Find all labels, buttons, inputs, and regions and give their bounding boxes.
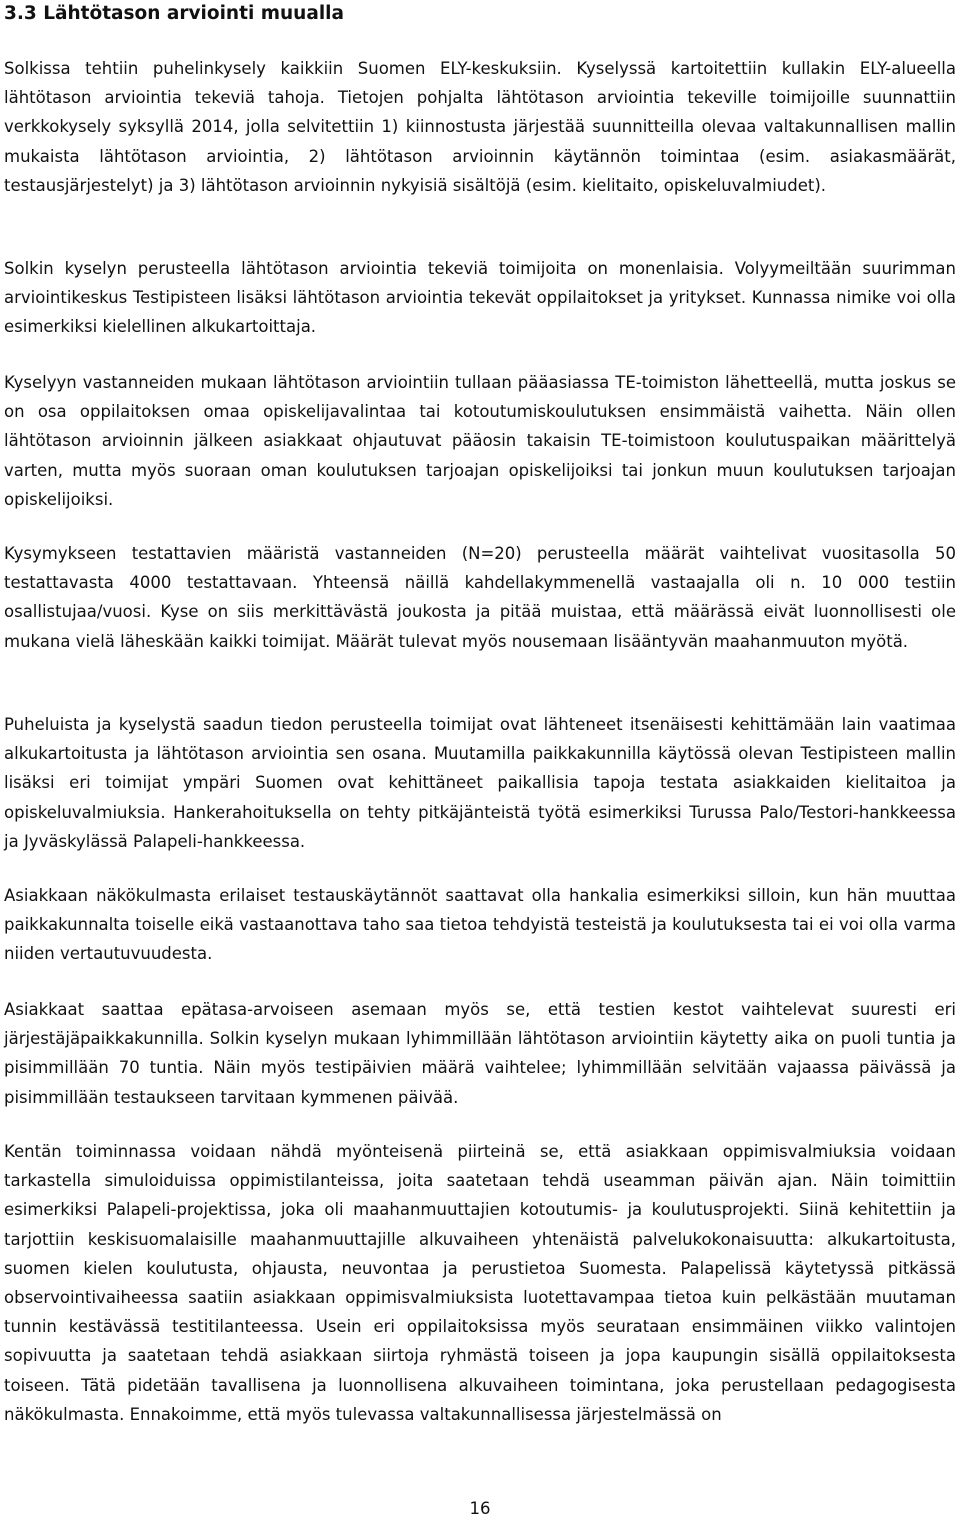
- section-heading: 3.3 Lähtötason arviointi muualla: [4, 3, 344, 24]
- paragraph-test-counts: Kysymykseen testattavien määristä vastanneiden (N=20) perusteella määrät vaihtelivat vuositasolla 50 testattavasta 4000 testattavaan. Yhteensä näillä kahdellakymmenellä vastaajalla oli n. 10 000 testiin osallistujaa/vuosi. Kyse on siis merkittävästä joukosta ja pitää muistaa, että määrässä eivät luonnollisesti ole mukana vielä läheskään kaikki toimijat. Määrät tulevat myös nousemaan lisääntyvän maahanmuuton myötä.: [4, 544, 956, 651]
- page-number: 16: [469, 1499, 491, 1518]
- paragraph-positive-features: Kentän toiminnassa voidaan nähdä myönteisenä piirteinä se, että asiakkaan oppimisvalmiuksia voidaan tarkastella simuloiduissa oppimistilanteissa, joita saatetaan tehdä useamman päivän ajan. Näin toimittiin esimerkiksi Palapeli-projektissa, joka oli maahanmuuttajien kotoutumis- ja koulutusprojekti. Siinä kehitettiin ja tarjottiin keskisuomalaisille maahanmuuttajille alkuvaiheen yhtenäistä palvelukokonaisuutta: alkukartoitusta, suomen kielen koulutusta, ohjausta, neuvontaa ja perustietoa Suomesta. Palapelissä käytetyssä pitkässä observointivaiheessa saatiin asiakkaan oppimisvalmiuksista luotettavampaa tietoa kuin pelkästään muutaman tunnin kestävässä testitilanteessa. Usein eri oppilaitoksissa myös seurataan ensimmäinen viikko valintojen sopivuutta ja saatetaan tehdä asiakkaan siirtoja ryhmästä toiseen ja jopa kaupungin sisällä oppilaitoksesta toiseen. Tätä pidetään tavallisena ja luonnollisena alkuvaiheen toimintana, joka perustellaan pedagogisesta näkökulmasta. Ennakoimme, että myös tulevassa valtakunnallisessa järjestelmässä on: [4, 1142, 956, 1424]
- paragraph-local-practices: Puheluista ja kyselystä saadun tiedon perusteella toimijat ovat lähteneet itsenäisesti kehittämään lain vaatimaa alkukartoitusta ja lähtötason arviointia sen osana. Muutamilla paikkakunnilla käytössä olevan Testipisteen mallin lisäksi eri toimijat ympäri Suomen ovat kehittäneet paikallisia tapoja testata asiakkaiden kielitaitoa ja opiskeluvalmiuksia. Hankerahoituksella on tehty pitkäjänteistä työtä esimerkiksi Turussa Palo/Testori-hankkeessa ja Jyväskylässä Palapeli-hankkeessa.: [4, 715, 956, 851]
- paragraph-test-durations: Asiakkaat saattaa epätasa-arvoiseen asemaan myös se, että testien kestot vaihtelevat suuresti eri järjestäjäpaikkakunnilla. Solkin kyselyn mukaan lyhimmillään lähtötason arviointiin käytetty aika on puoli tuntia ja pisimmillään 70 tuntia. Näin myös testipäivien määrä vaihtelee; lyhimmillään selvitään vajaassa päivässä ja pisimmillään testaukseen tarvitaan kymmenen päivää.: [4, 1000, 956, 1107]
- paragraph-referral: Kyselyyn vastanneiden mukaan lähtötason arviointiin tullaan pääasiassa TE-toimiston lähetteellä, mutta joskus se on osa oppilaitoksen omaa opiskelijavalintaa tai kotoutumiskoulutuksen ensimmäistä vaihetta. Näin ollen lähtötason arvioinnin jälkeen asiakkaat ohjautuvat pääosin takaisin TE-toimistoon koulutuspaikan määrittelyä varten, mutta myös suoraan oman koulutuksen tarjoajan opiskelijoiksi tai jonkun muun koulutuksen tarjoajan opiskelijoiksi.: [4, 373, 956, 509]
- paragraph-ely-survey: Solkissa tehtiin puhelinkysely kaikkiin Suomen ELY-keskuksiin. Kyselyssä kartoitettiin kullakin ELY-alueella lähtötason arviointia tekeviä tahoja. Tietojen pohjalta lähtötason arviointia tekeville toimijoille suunnattiin verkkokysely syksyllä 2014, jolla selvitettiin 1) kiinnostusta järjestää suunnitteilla olevaa valtakunnallisen mallin mukaista lähtötason arviointia, 2) lähtötason arvioinnin käytännön toimintaa (esim. asiakasmäärät, testausjärjestelyt) ja 3) lähtötason arvioinnin nykyisiä sisältöjä (esim. kielitaito, opiskeluvalmiudet).: [4, 59, 956, 195]
- paragraph-actors: Solkin kyselyn perusteella lähtötason arviointia tekeviä toimijoita on monenlaisia. Volyymeiltään suurimman arviointikeskus Testipisteen lisäksi lähtötason arviointia tekevät oppilaitokset ja yritykset. Kunnassa nimike voi olla esimerkiksi kielellinen alkukartoittaja.: [4, 259, 956, 337]
- paragraph-customer-view: Asiakkaan näkökulmasta erilaiset testauskäytännöt saattavat olla hankalia esimerkiksi silloin, kun hän muuttaa paikkakunnalta toiselle eikä vastaanottava taho saa tietoa tehdyistä testeistä ja koulutuksesta tai ei voi olla varma niiden vertautuvuudesta.: [4, 886, 956, 964]
